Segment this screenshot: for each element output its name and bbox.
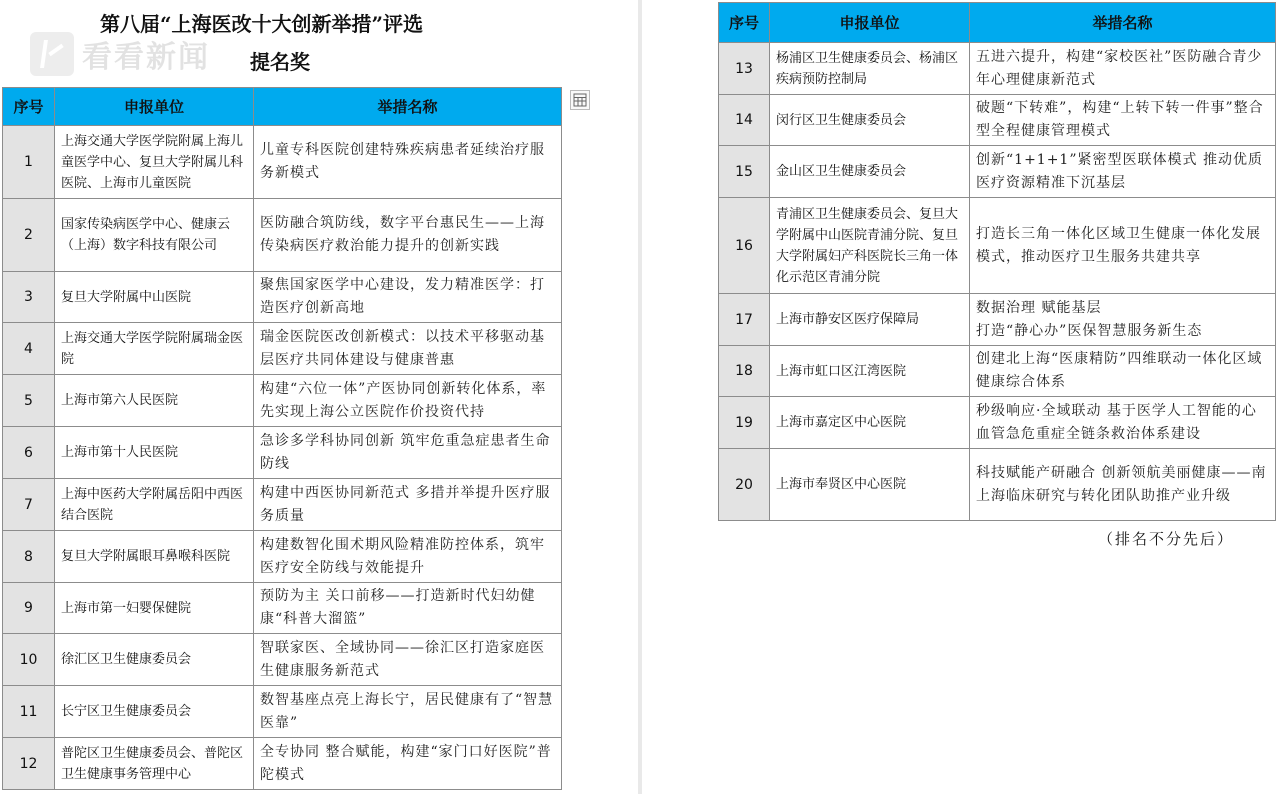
row-measure: 数据治理 赋能基层 打造“静心办”医保智慧服务新生态 <box>970 294 1276 346</box>
row-number: 9 <box>3 583 55 634</box>
row-measure: 瑞金医院医改创新模式：以技术平移驱动基层医疗共同体建设与健康普惠 <box>254 323 562 375</box>
table-row <box>719 346 1276 397</box>
row-measure: 构建数智化围术期风险精准防控体系，筑牢医疗安全防线与效能提升 <box>254 531 562 583</box>
row-number: 17 <box>719 294 770 346</box>
row-number: 10 <box>3 634 55 686</box>
row-measure: 创新“1+1+1”紧密型医联体模式 推动优质医疗资源精准下沉基层 <box>970 146 1276 198</box>
table-row <box>3 479 562 531</box>
row-number: 18 <box>719 346 770 397</box>
table-row <box>3 686 562 738</box>
header-measure: 举措名称 <box>970 3 1276 43</box>
row-number: 5 <box>3 375 55 427</box>
row-measure: 构建中西医协同新范式 多措并举提升医疗服务质量 <box>254 479 562 531</box>
table-row <box>3 375 562 427</box>
table-row <box>3 531 562 583</box>
header-no: 序号 <box>719 3 770 43</box>
row-unit: 徐汇区卫生健康委员会 <box>55 634 254 686</box>
row-measure: 创建北上海“医康精防”四维联动一体化区域健康综合体系 <box>970 346 1276 397</box>
table-header-row <box>3 88 562 126</box>
ranking-note: （排名不分先后） <box>1098 530 1235 548</box>
page-title: 第八届“上海医改十大创新举措”评选 <box>100 12 424 36</box>
row-unit: 上海交通大学医学院附属瑞金医院 <box>55 323 254 375</box>
page-subtitle: 提名奖 <box>250 50 310 74</box>
row-number: 7 <box>3 479 55 531</box>
table-row <box>3 126 562 199</box>
row-unit: 上海市第一妇婴保健院 <box>55 583 254 634</box>
row-measure: 智联家医、全域协同——徐汇区打造家庭医生健康服务新范式 <box>254 634 562 686</box>
row-measure: 全专协同 整合赋能，构建“家门口好医院”普陀模式 <box>254 738 562 790</box>
table-row <box>719 146 1276 198</box>
row-number: 8 <box>3 531 55 583</box>
row-number: 2 <box>3 199 55 272</box>
row-unit: 普陀区卫生健康委员会、普陀区卫生健康事务管理中心 <box>55 738 254 790</box>
row-unit: 金山区卫生健康委员会 <box>770 146 970 198</box>
row-measure: 科技赋能产研融合 创新领航美丽健康——南上海临床研究与转化团队助推产业升级 <box>970 449 1276 521</box>
nominee-table-left <box>2 87 562 790</box>
row-unit: 闵行区卫生健康委员会 <box>770 95 970 146</box>
row-unit: 上海市静安区医疗保障局 <box>770 294 970 346</box>
table-header-row <box>719 3 1276 43</box>
row-unit: 上海市第六人民医院 <box>55 375 254 427</box>
nominee-table-right <box>718 2 1276 521</box>
row-measure: 急诊多学科协同创新 筑牢危重急症患者生命防线 <box>254 427 562 479</box>
row-number: 1 <box>3 126 55 199</box>
row-measure: 打造长三角一体化区域卫生健康一体化发展模式，推动医疗卫生服务共建共享 <box>970 198 1276 294</box>
header-measure: 举措名称 <box>254 88 562 126</box>
row-measure: 五进六提升，构建“家校医社”医防融合青少年心理健康新范式 <box>970 43 1276 95</box>
row-measure: 构建“六位一体”产医协同创新转化体系，率先实现上海公立医院作价投资代持 <box>254 375 562 427</box>
table-row <box>719 198 1276 294</box>
table-row <box>3 199 562 272</box>
page-divider <box>638 0 642 794</box>
header-unit: 申报单位 <box>55 88 254 126</box>
row-number: 3 <box>3 272 55 323</box>
row-number: 15 <box>719 146 770 198</box>
row-number: 14 <box>719 95 770 146</box>
row-measure: 预防为主 关口前移——打造新时代妇幼健康“科普大溜篮” <box>254 583 562 634</box>
watermark-text: 看看新闻 <box>82 40 210 75</box>
row-unit: 长宁区卫生健康委员会 <box>55 686 254 738</box>
row-unit: 上海中医药大学附属岳阳中西医结合医院 <box>55 479 254 531</box>
row-unit: 上海市第十人民医院 <box>55 427 254 479</box>
row-unit: 上海市奉贤区中心医院 <box>770 449 970 521</box>
header-no: 序号 <box>3 88 55 126</box>
table-row <box>3 583 562 634</box>
row-number: 20 <box>719 449 770 521</box>
row-number: 12 <box>3 738 55 790</box>
row-unit: 上海市嘉定区中心医院 <box>770 397 970 449</box>
row-number: 16 <box>719 198 770 294</box>
table-row <box>3 738 562 790</box>
row-unit: 上海交通大学医学院附属上海儿童医学中心、复旦大学附属儿科医院、上海市儿童医院 <box>55 126 254 199</box>
table-row <box>3 323 562 375</box>
row-number: 6 <box>3 427 55 479</box>
row-measure: 医防融合筑防线，数字平台惠民生——上海传染病医疗救治能力提升的创新实践 <box>254 199 562 272</box>
table-row <box>719 294 1276 346</box>
row-number: 13 <box>719 43 770 95</box>
table-row <box>3 427 562 479</box>
row-unit: 复旦大学附属中山医院 <box>55 272 254 323</box>
row-measure: 数智基座点亮上海长宁，居民健康有了“智慧医靠” <box>254 686 562 738</box>
table-row <box>3 634 562 686</box>
row-unit: 上海市虹口区江湾医院 <box>770 346 970 397</box>
table-row <box>719 43 1276 95</box>
row-measure: 聚焦国家医学中心建设，发力精准医学：打造医疗创新高地 <box>254 272 562 323</box>
row-measure: 破题“下转难”，构建“上转下转一件事”整合型全程健康管理模式 <box>970 95 1276 146</box>
table-row <box>719 95 1276 146</box>
table-row <box>719 449 1276 521</box>
row-number: 4 <box>3 323 55 375</box>
header-unit: 申报单位 <box>770 3 970 43</box>
expand-table-icon[interactable] <box>570 90 590 110</box>
row-unit: 国家传染病医学中心、健康云（上海）数字科技有限公司 <box>55 199 254 272</box>
row-number: 11 <box>3 686 55 738</box>
row-measure: 秒级响应·全域联动 基于医学人工智能的心血管急危重症全链条救治体系建设 <box>970 397 1276 449</box>
table-row <box>719 397 1276 449</box>
row-unit: 杨浦区卫生健康委员会、杨浦区疾病预防控制局 <box>770 43 970 95</box>
row-unit: 复旦大学附属眼耳鼻喉科医院 <box>55 531 254 583</box>
row-measure: 儿童专科医院创建特殊疾病患者延续治疗服务新模式 <box>254 126 562 199</box>
row-number: 19 <box>719 397 770 449</box>
table-row <box>3 272 562 323</box>
row-unit: 青浦区卫生健康委员会、复旦大学附属中山医院青浦分院、复旦大学附属妇产科医院长三角一体化示范区青浦分院 <box>770 198 970 294</box>
